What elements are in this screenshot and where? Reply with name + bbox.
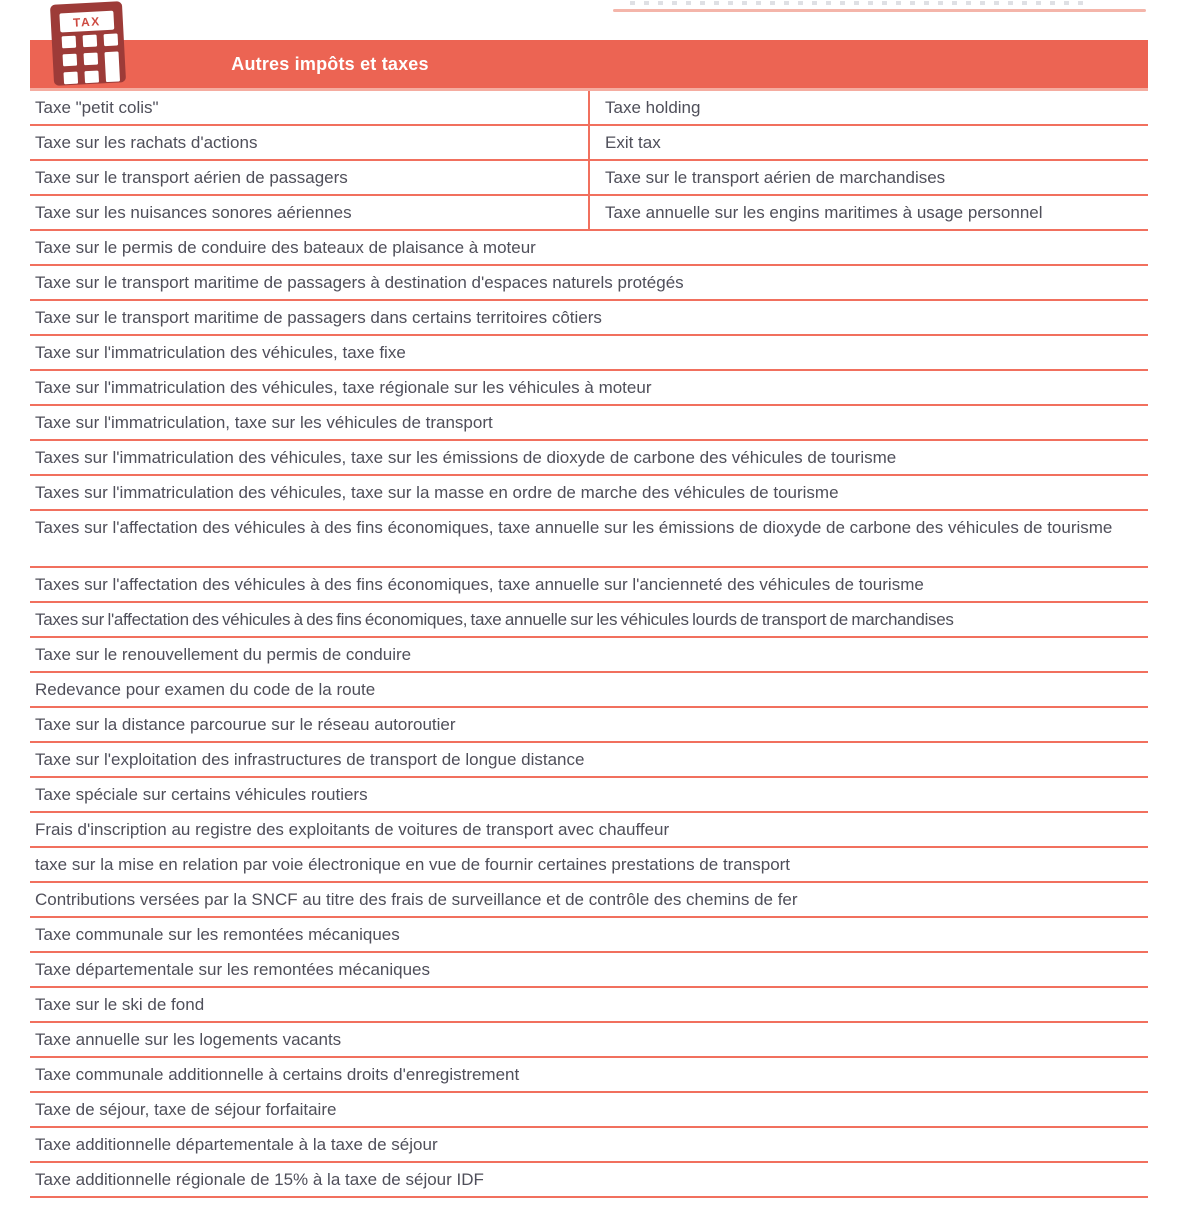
table-row: Taxe sur le permis de conduire des bateaux de plaisance à moteur <box>30 231 1148 266</box>
table-row: Taxe additionnelle régionale de 15% à la taxe de séjour IDF <box>30 1163 1148 1198</box>
calculator-key <box>63 72 78 85</box>
calculator-display: TAX <box>59 11 114 33</box>
table-row: Taxe communale sur les remontées mécaniques <box>30 918 1148 953</box>
calculator-key <box>84 70 99 83</box>
table-row: Taxe sur la distance parcourue sur le réseau autoroutier <box>30 708 1148 743</box>
calculator-keypad <box>62 33 120 84</box>
single-rows-section <box>30 231 1148 1198</box>
table-row: Taxe départementale sur les remontées mécaniques <box>30 953 1148 988</box>
clipped-row-divider-line <box>613 9 1146 12</box>
table-cell-right: Taxe sur le transport aérien de marchandises <box>605 167 946 187</box>
calculator-key <box>62 36 77 49</box>
table-row: Taxes sur l'affectation des véhicules à des fins économiques, taxe annuelle sur l'ancienneté des véhicules de tourisme <box>30 568 1148 603</box>
table-row: Taxe sur l'immatriculation, taxe sur les véhicules de transport <box>30 406 1148 441</box>
table-row: Taxe sur le transport maritime de passagers à destination d'espaces naturels protégés <box>30 266 1148 301</box>
table-row: Taxe annuelle sur les logements vacants <box>30 1023 1148 1058</box>
table-row: Frais d'inscription au registre des exploitants de voitures de transport avec chauffeur <box>30 813 1148 848</box>
table-row: Taxe spéciale sur certains véhicules routiers <box>30 778 1148 813</box>
table-row: Taxe sur l'immatriculation des véhicules, taxe fixe <box>30 336 1148 371</box>
table-row: Taxe sur l'exploitation des infrastructures de transport de longue distance <box>30 743 1148 778</box>
calculator-key <box>104 51 120 82</box>
calculator-key <box>84 53 99 66</box>
calculator-key <box>104 33 119 46</box>
calculator-key <box>63 54 78 67</box>
table-row: Taxes sur l'affectation des véhicules à des fins économiques, taxe annuelle sur les émissions de dioxyde de carbone des véhicules de tourisme <box>30 511 1148 568</box>
table-row: Taxe de séjour, taxe de séjour forfaitaire <box>30 1093 1148 1128</box>
table-row: Taxe sur le renouvellement du permis de conduire <box>30 638 1148 673</box>
table-row: Taxe communale additionnelle à certains droits d'enregistrement <box>30 1058 1148 1093</box>
table-row: Taxe sur le transport maritime de passagers dans certains territoires côtiers <box>30 301 1148 336</box>
table-row: Taxes sur l'immatriculation des véhicules, taxe sur la masse en ordre de marche des véhicules de tourisme <box>30 476 1148 511</box>
table-cell-right: Taxe annuelle sur les engins maritimes à usage personnel <box>605 202 1043 222</box>
table-row: Taxes sur l'immatriculation des véhicules, taxe sur les émissions de dioxyde de carbone des véhicules de tourisme <box>30 441 1148 476</box>
column-divider-line <box>588 91 590 231</box>
clipped-row-text-remnant <box>630 1 1085 5</box>
section-title: Autres impôts et taxes <box>231 54 429 74</box>
table-cell-right: Exit tax <box>605 132 661 152</box>
table-cell-right: Taxe holding <box>605 97 701 117</box>
table-row: taxe sur la mise en relation par voie électronique en vue de fournir certaines prestations de transport <box>30 848 1148 883</box>
table-cell-left: Taxe "petit colis" <box>35 97 159 117</box>
table-cell-left: Taxe sur les nuisances sonores aériennes <box>35 202 352 222</box>
table-row: Taxe additionnelle départementale à la taxe de séjour <box>30 1128 1148 1163</box>
table-row: Taxe sur le ski de fond <box>30 988 1148 1023</box>
table-row: Taxe sur l'immatriculation des véhicules, taxe régionale sur les véhicules à moteur <box>30 371 1148 406</box>
section-header-bar <box>30 40 1148 91</box>
table-row: Redevance pour examen du code de la route <box>30 673 1148 708</box>
table-cell-left: Taxe sur le transport aérien de passagers <box>35 167 348 187</box>
two-column-section <box>30 91 1148 231</box>
table-row: Taxes sur l'affectation des véhicules à des fins économiques, taxe annuelle sur les véhicules lourds de transport de marchandises <box>30 603 1148 638</box>
calculator-key <box>83 35 98 48</box>
table-row: Contributions versées par la SNCF au titre des frais de surveillance et de contrôle des chemins de fer <box>30 883 1148 918</box>
table-cell-left: Taxe sur les rachats d'actions <box>35 132 258 152</box>
tax-calculator-icon <box>50 1 126 86</box>
